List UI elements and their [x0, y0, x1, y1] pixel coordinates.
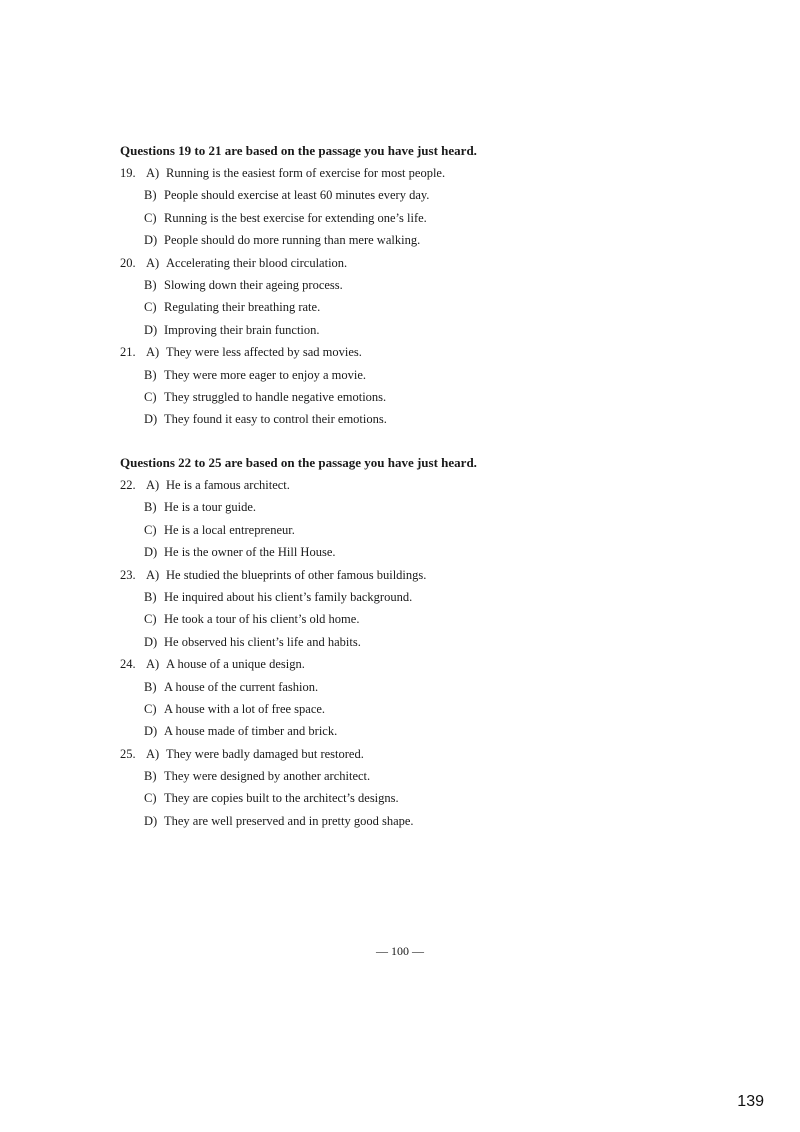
question-19-option-c [120, 207, 720, 229]
page-number: — 100 — [376, 944, 424, 958]
question-number: 22. [120, 478, 136, 492]
question-25-option-a [120, 743, 720, 765]
question-24-option-c [120, 698, 720, 720]
option-text: They struggled to handle negative emotions. [164, 389, 387, 404]
question-number: 24. [120, 657, 136, 672]
question-21-option-a [120, 341, 720, 363]
option-text: People should exercise at least 60 minutes every day. [164, 188, 430, 203]
option-letter: B) [144, 367, 157, 382]
option-letter: B) [144, 589, 157, 604]
option-letter: A) [146, 255, 160, 270]
option-letter: D) [144, 724, 158, 739]
option-letter: A) [146, 657, 160, 672]
question-number: 23. [120, 567, 136, 582]
option-text: He took a tour of his client’s old home. [164, 612, 360, 627]
question-number: 25. [120, 746, 136, 761]
option-letter: A) [146, 345, 160, 360]
option-letter: A) [146, 746, 160, 761]
option-text: Accelerating their blood circulation. [166, 255, 348, 270]
option-letter: C) [144, 701, 157, 716]
option-text: Improving their brain function. [164, 322, 320, 337]
option-text: They were badly damaged but restored. [166, 746, 364, 761]
question-25-option-c [120, 787, 720, 809]
option-letter: A) [146, 478, 160, 492]
question-19-option-d [120, 229, 720, 251]
option-letter: D) [144, 322, 158, 337]
question-22-option-b [120, 496, 720, 518]
question-20-option-b [120, 274, 720, 296]
option-letter: C) [144, 389, 157, 404]
question-22-option-a [120, 474, 720, 496]
question-23-option-d [120, 631, 720, 653]
option-letter: D) [144, 545, 158, 560]
option-letter: D) [144, 634, 158, 649]
option-letter: D) [144, 412, 158, 427]
option-text: They are well preserved and in pretty good shape. [164, 813, 414, 828]
question-25-option-b [120, 765, 720, 787]
question-20-option-a [120, 252, 720, 274]
option-letter: C) [144, 210, 157, 225]
option-letter: D) [144, 233, 158, 248]
option-text: A house with a lot of free space. [164, 701, 326, 716]
option-text: They were designed by another architect. [164, 769, 371, 784]
option-letter: C) [144, 791, 157, 806]
section-questions-22-25 [120, 452, 720, 832]
question-22-option-c [120, 519, 720, 541]
option-letter: A) [146, 166, 160, 180]
section-questions-19-21 [120, 140, 720, 431]
option-text: He inquired about his client’s family background. [164, 589, 413, 604]
question-20-option-d [120, 319, 720, 341]
option-text: He observed his client’s life and habits. [164, 634, 361, 649]
question-number: 19. [120, 166, 136, 180]
option-text: He studied the blueprints of other famous buildings. [166, 567, 427, 582]
option-text: Slowing down their ageing process. [164, 277, 343, 292]
question-number: 20. [120, 255, 136, 270]
option-text: He is a tour guide. [164, 500, 256, 515]
option-text: He is a local entrepreneur. [164, 522, 295, 537]
question-25-option-d [120, 810, 720, 832]
option-text: They found it easy to control their emotions. [164, 412, 387, 427]
option-text: Running is the best exercise for extending one’s life. [164, 210, 427, 225]
option-text: A house made of timber and brick. [164, 724, 338, 739]
section-heading: Questions 22 to 25 are based on the passage you have just heard. [120, 455, 477, 470]
option-text: He is a famous architect. [166, 478, 290, 492]
question-21-option-b [120, 364, 720, 386]
option-letter: B) [144, 500, 157, 515]
question-23-option-b [120, 586, 720, 608]
option-letter: B) [144, 769, 157, 784]
question-22-option-d [120, 541, 720, 563]
option-text: A house of the current fashion. [164, 679, 319, 694]
question-20-option-c [120, 296, 720, 318]
option-text: Regulating their breathing rate. [164, 300, 321, 315]
scan-page-number: 139 [737, 1093, 764, 1110]
option-letter: C) [144, 300, 157, 315]
question-19-option-a [120, 162, 720, 184]
question-21-option-c [120, 386, 720, 408]
option-text: They are copies built to the architect’s designs. [164, 791, 399, 806]
question-number: 21. [120, 345, 136, 360]
option-letter: B) [144, 277, 157, 292]
option-text: He is the owner of the Hill House. [164, 545, 336, 560]
option-text: They were less affected by sad movies. [166, 345, 362, 360]
question-21-option-d [120, 408, 720, 430]
option-text: People should do more running than mere walking. [164, 233, 421, 248]
option-text: A house of a unique design. [166, 657, 305, 672]
option-text: They were more eager to enjoy a movie. [164, 367, 366, 382]
question-23-option-a [120, 564, 720, 586]
option-letter: B) [144, 188, 157, 203]
option-text: Running is the easiest form of exercise for most people. [166, 166, 446, 180]
option-letter: D) [144, 813, 158, 828]
option-letter: A) [146, 567, 160, 582]
option-letter: B) [144, 679, 157, 694]
option-letter: C) [144, 612, 157, 627]
section-heading: Questions 19 to 21 are based on the passage you have just heard. [120, 143, 477, 158]
question-23-option-c [120, 608, 720, 630]
question-24-option-d [120, 720, 720, 742]
question-24-option-a [120, 653, 720, 675]
option-letter: C) [144, 522, 157, 537]
question-19-option-b [120, 184, 720, 206]
question-24-option-b [120, 676, 720, 698]
